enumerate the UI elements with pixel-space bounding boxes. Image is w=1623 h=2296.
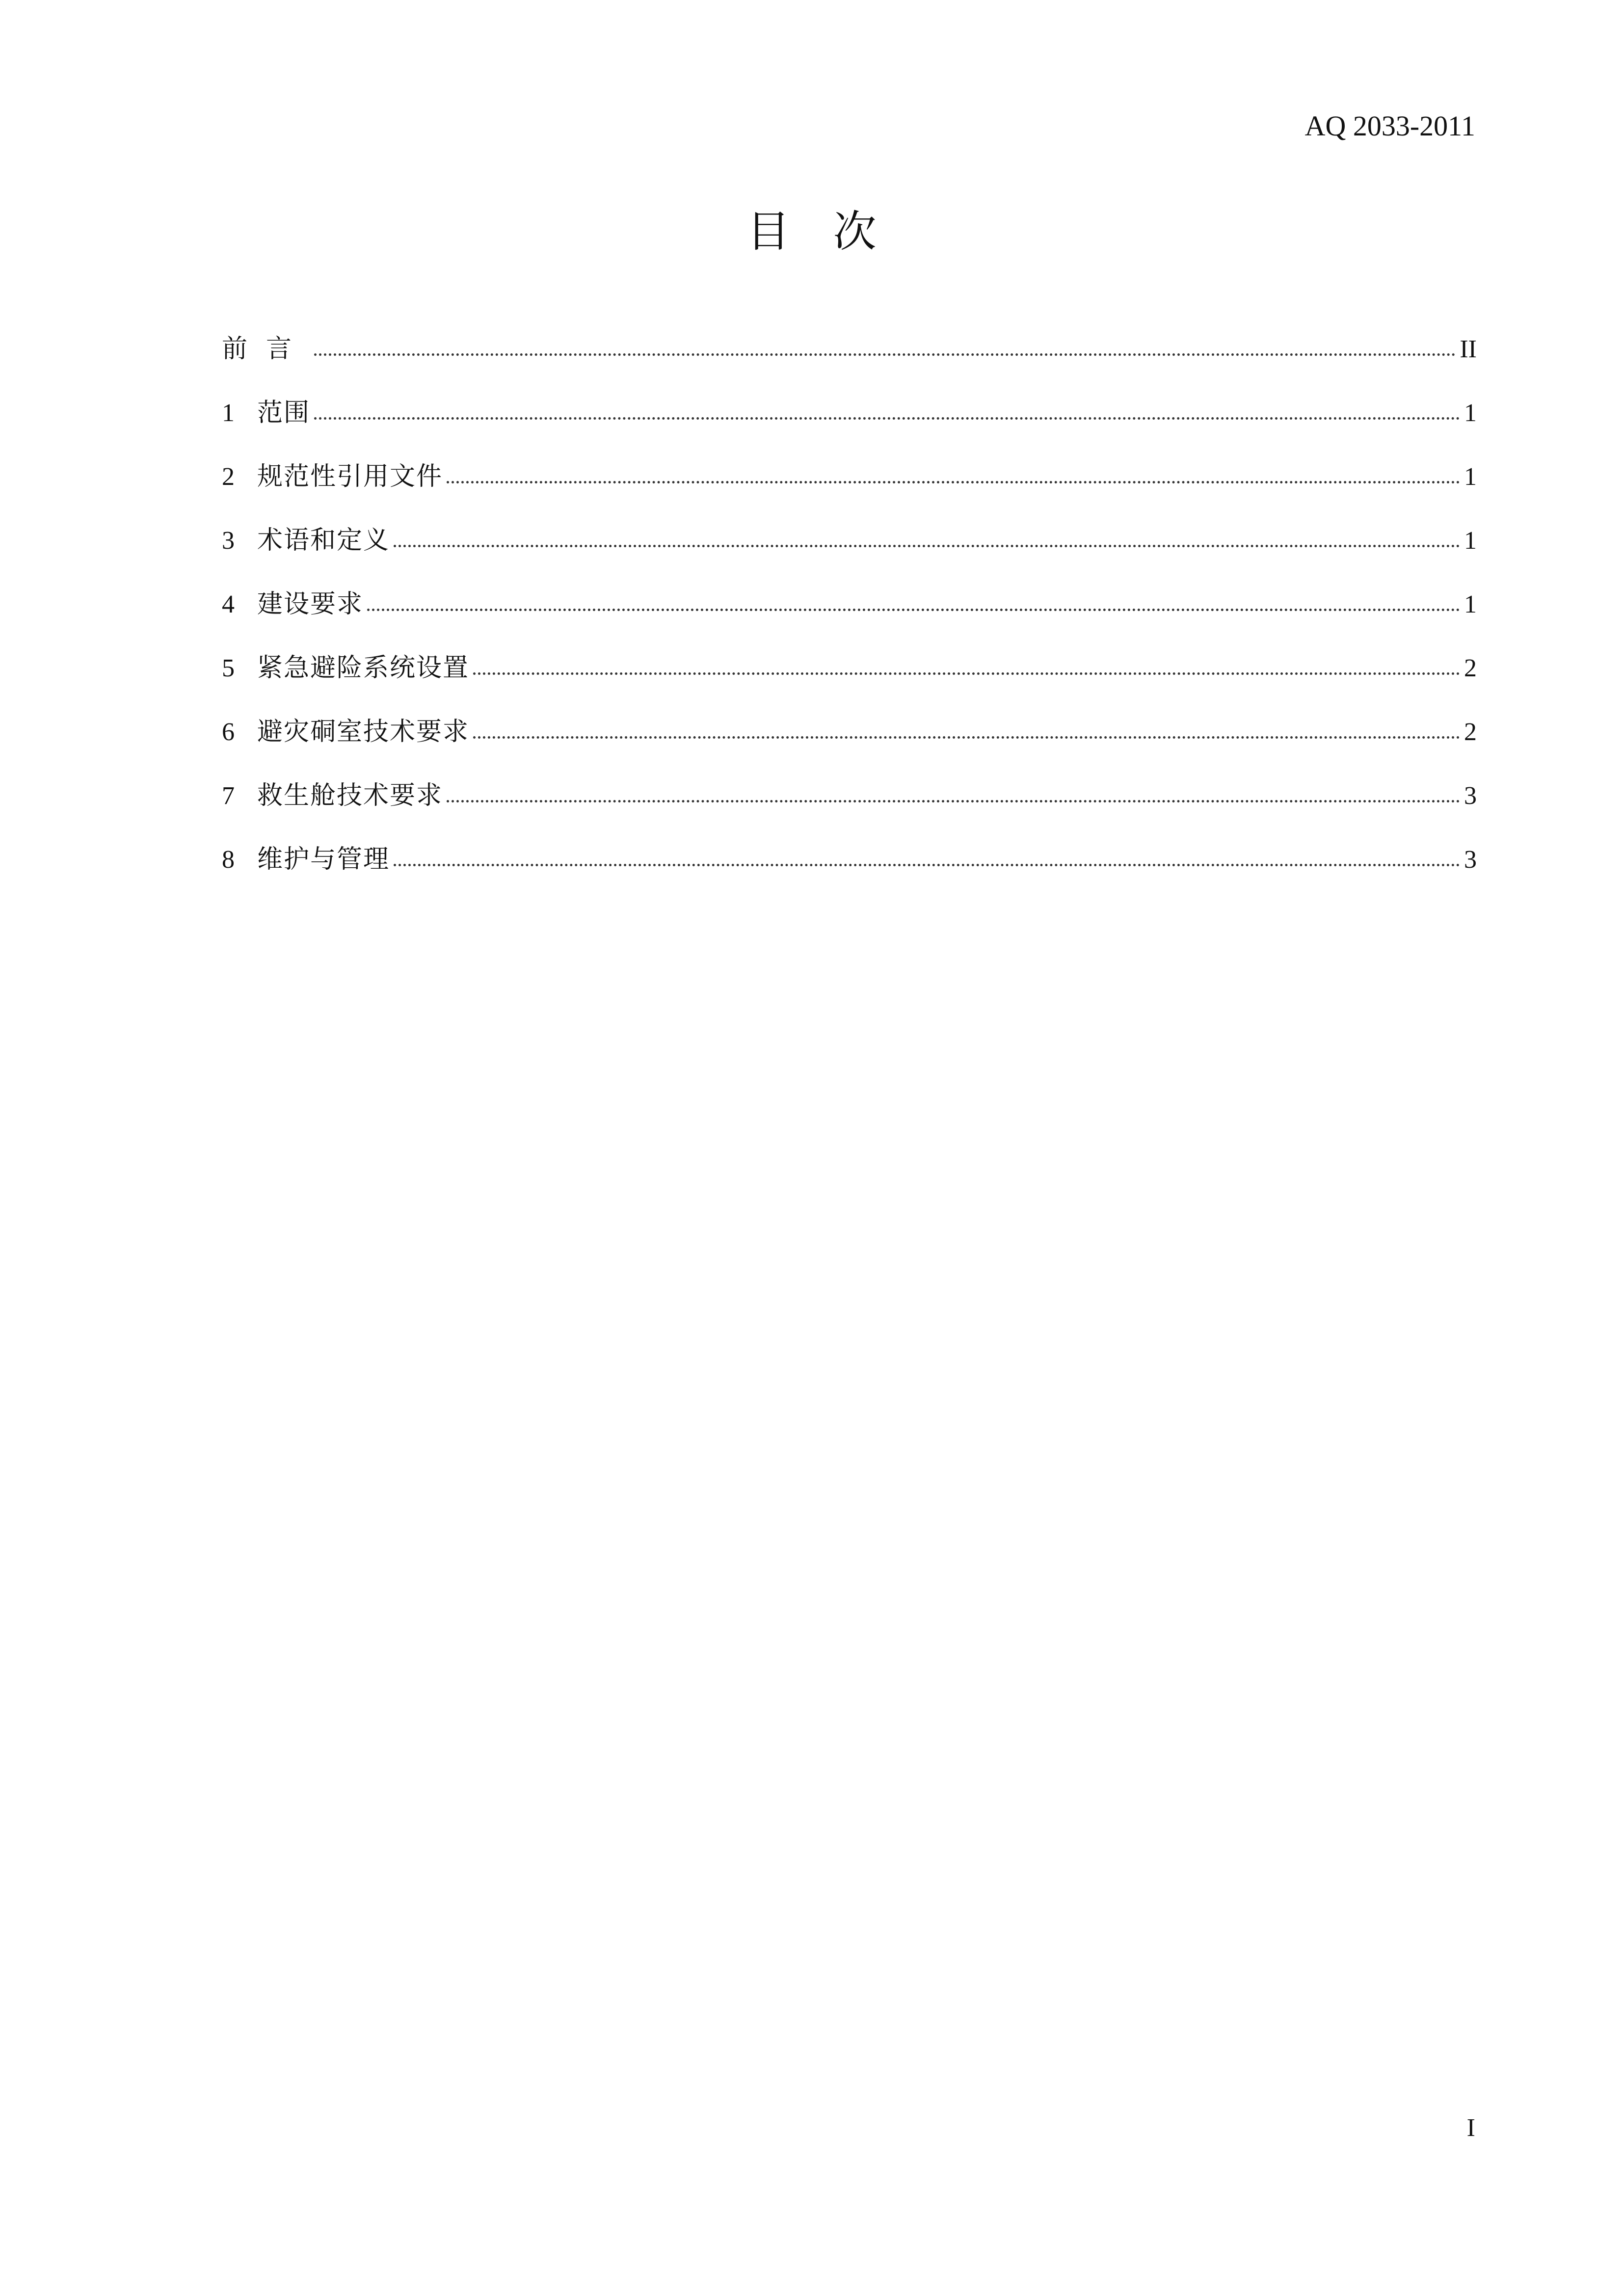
toc-entry-label: 维护与管理	[257, 846, 390, 874]
toc-entry-label: 前言	[222, 335, 311, 363]
toc-entry-number: 7	[222, 782, 235, 810]
toc-title-char: 目	[746, 206, 790, 257]
toc-entry-page: 2	[1464, 718, 1477, 746]
toc-dot-leader	[473, 672, 1460, 675]
toc-dot-leader	[394, 545, 1460, 547]
toc-entry-page: 1	[1464, 527, 1477, 555]
toc-entry-page: 1	[1464, 463, 1477, 491]
toc-dot-leader	[473, 736, 1460, 739]
toc-entry-label: 救生舱技术要求	[257, 782, 443, 810]
toc-entry-label: 避灾硐室技术要求	[257, 718, 470, 746]
toc-entry-number: 2	[222, 463, 235, 491]
toc-entry-number: 3	[222, 527, 235, 555]
toc-entry-scope[interactable]	[222, 400, 1477, 464]
toc-entry-label: 规范性引用文件	[257, 463, 443, 491]
toc-entry-label: 术语和定义	[257, 527, 390, 555]
toc-dot-leader	[447, 800, 1460, 802]
toc-entry-number: 8	[222, 846, 235, 874]
toc-dot-leader	[314, 417, 1460, 420]
toc-title-char: 次	[833, 206, 877, 257]
toc-entry-page: II	[1460, 335, 1477, 363]
toc-entry-maintenance-management[interactable]	[222, 847, 1477, 911]
toc-entry-number: 1	[222, 399, 235, 427]
toc-entry-refuge-system-setup[interactable]	[222, 656, 1477, 720]
toc-entry-label: 建设要求	[257, 590, 364, 618]
toc-entry-page: 3	[1464, 846, 1477, 874]
toc-dot-leader	[447, 481, 1460, 483]
toc-entry-page: 2	[1464, 654, 1477, 682]
toc-dot-leader	[394, 864, 1460, 866]
toc-entry-page: 1	[1464, 399, 1477, 427]
toc-dot-leader	[314, 353, 1456, 356]
toc-title	[0, 206, 1623, 257]
toc-entry-normative-references[interactable]	[222, 464, 1477, 528]
toc-entry-page: 1	[1464, 590, 1477, 618]
standard-code: AQ 2033-2011	[1304, 110, 1475, 142]
toc-entry-number: 6	[222, 718, 235, 746]
toc-entry-rescue-capsule-requirements[interactable]	[222, 783, 1477, 847]
toc-entry-terms-definitions[interactable]	[222, 528, 1477, 592]
toc-entry-refuge-chamber-requirements[interactable]	[222, 720, 1477, 783]
toc-entry-label: 范围	[257, 399, 311, 427]
toc-entry-number: 4	[222, 590, 235, 618]
toc-dot-leader	[367, 609, 1460, 611]
toc-entry-construction-requirements[interactable]	[222, 592, 1477, 656]
toc-list	[222, 337, 1477, 911]
toc-entry-label: 紧急避险系统设置	[257, 654, 470, 682]
toc-entry-page: 3	[1464, 782, 1477, 810]
toc-entry-number: 5	[222, 654, 235, 682]
toc-entry-foreword[interactable]	[222, 337, 1477, 400]
page-number: I	[1466, 2114, 1475, 2142]
